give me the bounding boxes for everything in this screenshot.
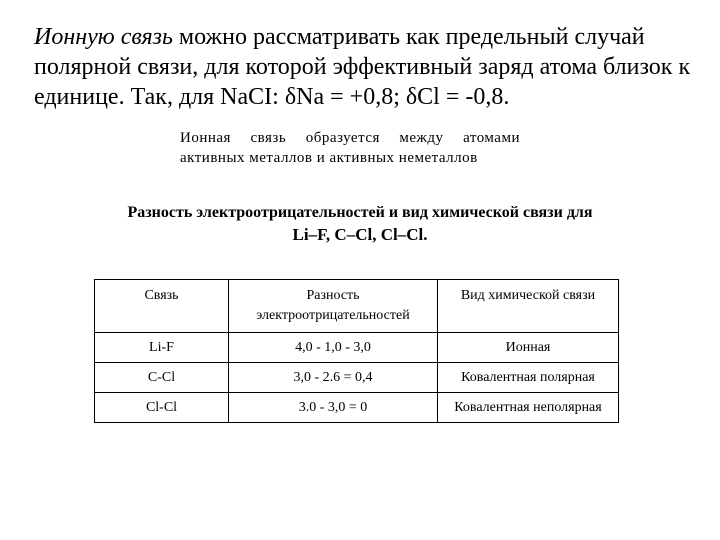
electronegativity-table (94, 279, 619, 423)
cell-bond-type: Ионная (438, 333, 619, 363)
cell-difference: 3.0 - 3,0 = 0 (229, 393, 438, 423)
cell-bond: C-Cl (95, 363, 229, 393)
cell-bond: Cl-Cl (95, 393, 229, 423)
table-row (95, 333, 619, 363)
header-difference: Разность электроотрицательностей (229, 280, 438, 333)
cell-bond: Li-F (95, 333, 229, 363)
caption-line-2: Li–F, C–Cl, Cl–Cl. (292, 225, 428, 244)
cell-difference: 4,0 - 1,0 - 3,0 (229, 333, 438, 363)
table-caption (40, 202, 680, 246)
cell-bond-type: Ковалентная неполярная (438, 393, 619, 423)
caption-line-1: Разность электроотрицательностей и вид химической связи для (127, 204, 593, 221)
header-bond-type: Вид химической связи (438, 280, 619, 333)
cell-difference: 3,0 - 2.6 = 0,4 (229, 363, 438, 393)
cell-bond-type: Ковалентная полярная (438, 363, 619, 393)
table-row (95, 363, 619, 393)
table-row (95, 393, 619, 423)
intro-paragraph (34, 22, 694, 112)
intro-text: можно рассматривать как предельный случай полярной связи, для которой эффективный заряд атома близок к единице. Так, для NaCI: δNa = +0,8; δCl = -0,8. (34, 24, 691, 110)
ionic-bond-note: Ионная связь образуется между атомами активных металлов и активных неметаллов (180, 130, 520, 166)
intro-term: Ионную связь (34, 24, 173, 50)
table-header-row (95, 280, 619, 333)
header-bond: Связь (95, 280, 229, 333)
